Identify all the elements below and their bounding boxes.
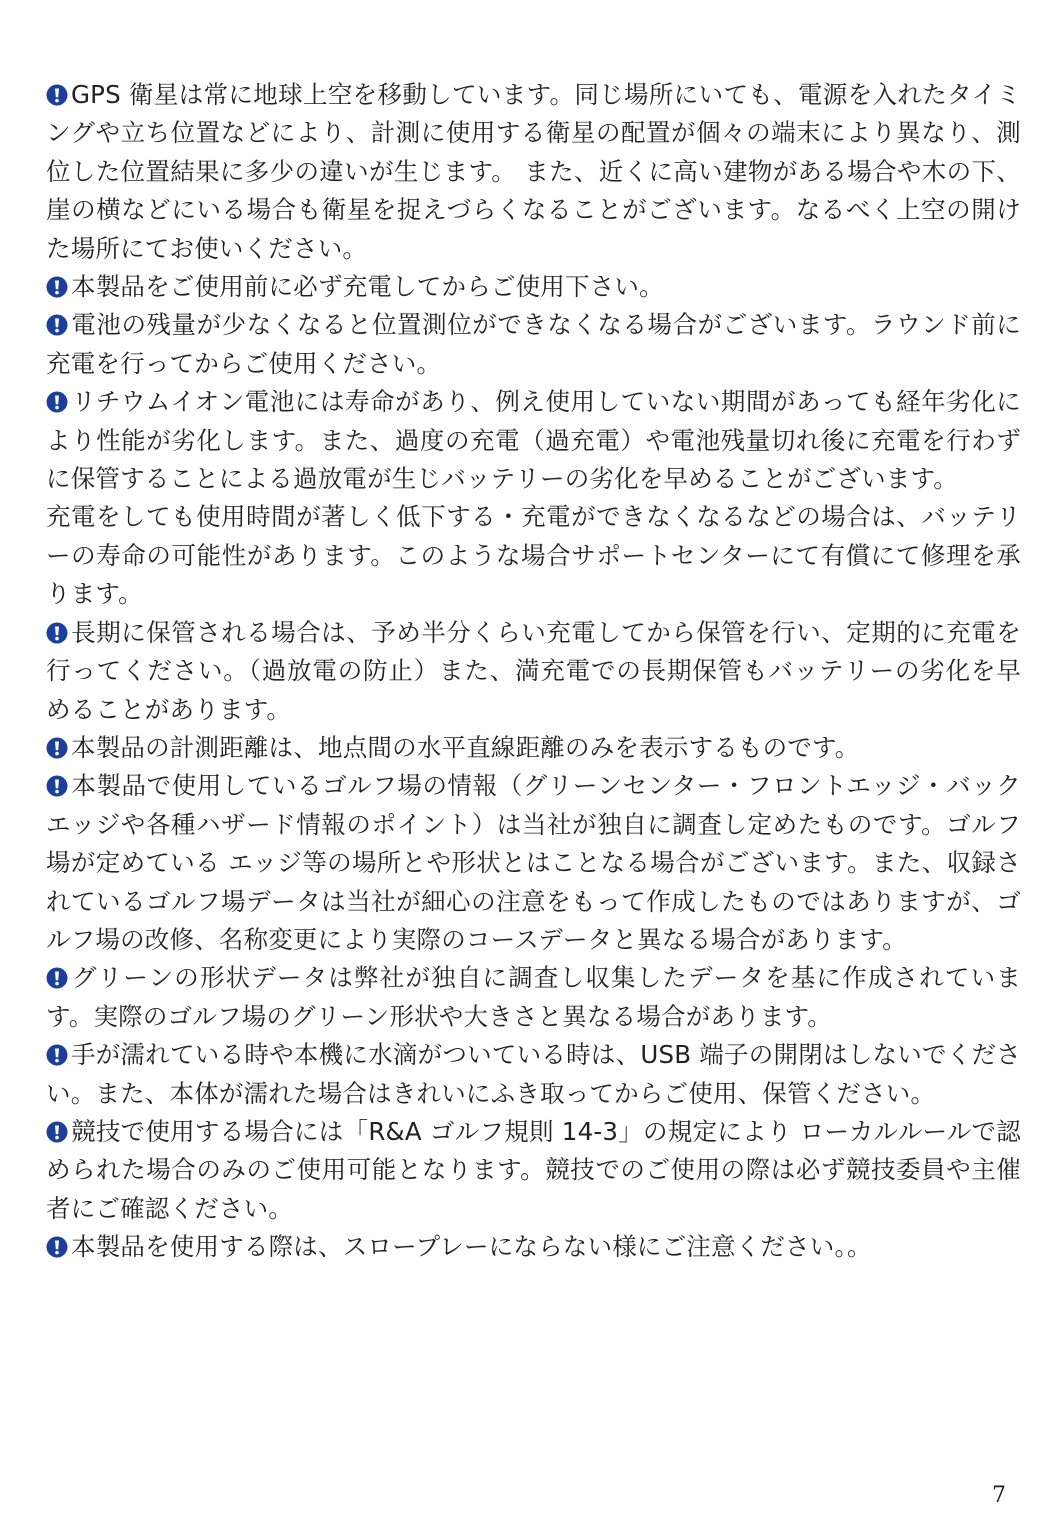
notice-list — [46, 76, 1021, 1267]
icon-exclamation-dot — [55, 99, 59, 103]
notice-item — [46, 1228, 1021, 1266]
notice-item-continuation — [46, 498, 1021, 613]
icon-exclamation-dot — [55, 291, 59, 295]
notice-text: 本製品を使用する際は、スロープレーにならない様にご注意ください。。 — [71, 1232, 872, 1262]
notice-text: 競技で使用する場合には「R&A ゴルフ規則 14-3」の規定により ローカルルールで認められた場合のみのご使用可能となります。競技でのご使用の際は必ず競技委員や主催者にご確認ください。 — [46, 1116, 1021, 1223]
notice-item — [46, 76, 1021, 268]
notice-item — [46, 767, 1021, 959]
notice-text: GPS 衛星は常に地球上空を移動しています。同じ場所にいても、電源を入れたタイミングや立ち位置などにより、計測に使用する衛星の配置が個々の端末により異なり、測位した位置結果に多少の違いが生じます。 また、近くに高い建物がある場合や木の下、崖の横などにいる場合も衛星を捉えづらくなることがございます。なるべく上空の開けた場所にてお使いください。 — [46, 80, 1021, 263]
exclamation-circle-icon-graphic — [46, 622, 68, 644]
exclamation-circle-icon — [46, 276, 68, 298]
icon-exclamation-dot — [55, 790, 59, 794]
icon-exclamation-dot — [55, 1251, 59, 1255]
notice-item — [46, 383, 1021, 498]
notice-item — [46, 729, 1021, 767]
exclamation-circle-icon — [46, 967, 68, 989]
notice-text: 手が濡れている時や本機に水滴がついている時は、USB 端子の開閉はしないでください。また、本体が濡れた場合はきれいにふき取ってからご使用、保管ください。 — [46, 1040, 1021, 1108]
notice-item — [46, 268, 1021, 306]
notice-text: 本製品で使用しているゴルフ場の情報（グリーンセンター・フロントエッジ・バックエッジや各種ハザード情報のポイント）は当社が独自に調査し定めたものです。ゴルフ場が定めている エッジ等の場所とや形状とはことなる場合がございます。また、収録されているゴルフ場データは当社が細心の注意をもって作成したものではありますが、ゴルフ場の改修、名称変更により実際のコースデータと異なる場合があります。 — [46, 771, 1021, 954]
icon-exclamation-dot — [55, 982, 59, 986]
exclamation-circle-icon — [46, 622, 68, 644]
exclamation-circle-icon-graphic — [46, 775, 68, 797]
notice-item — [46, 614, 1021, 729]
notice-item — [46, 959, 1021, 1036]
notice-text: 充電をしても使用時間が著しく低下する・充電ができなくなるなどの場合は、バッテリーの寿命の可能性があります。このような場合サポートセンターにて有償にて修理を承ります。 — [46, 502, 1021, 609]
icon-exclamation-dot — [55, 406, 59, 410]
icon-exclamation-dot — [55, 1059, 59, 1063]
exclamation-circle-icon — [46, 84, 68, 106]
notice-item — [46, 1113, 1021, 1228]
exclamation-circle-icon — [46, 391, 68, 413]
notice-text: 電池の残量が少なくなると位置測位ができなくなる場合がございます。ラウンド前に充電を行ってからご使用ください。 — [46, 310, 1021, 378]
exclamation-circle-icon-graphic — [46, 967, 68, 989]
page-number: 7 — [992, 1483, 1006, 1508]
notice-text: 本製品をご使用前に必ず充電してからご使用下さい。 — [71, 272, 664, 302]
notice-text: 長期に保管される場合は、予め半分くらい充電してから保管を行い、定期的に充電を行ってください。（過放電の防止）また、満充電での長期保管もバッテリーの劣化を早めることがあります。 — [46, 617, 1021, 724]
icon-exclamation-dot — [55, 329, 59, 333]
exclamation-circle-icon — [46, 1236, 68, 1258]
exclamation-circle-icon — [46, 1121, 68, 1143]
notice-text: リチウムイオン電池には寿命があり、例え使用していない期間があっても経年劣化により性能が劣化します。また、過度の充電（過充電）や電池残量切れ後に充電を行わずに保管することによる過放電が生じバッテリーの劣化を早めることがございます。 — [46, 387, 1021, 494]
icon-exclamation-dot — [55, 1136, 59, 1140]
notice-item — [46, 1036, 1021, 1113]
notice-text: 本製品の計測距離は、地点間の水平直線距離のみを表示するものです。 — [71, 732, 860, 762]
exclamation-circle-icon — [46, 1044, 68, 1066]
notice-text: グリーンの形状データは弊社が独自に調査し収集したデータを基に作成されています。実際のゴルフ場のグリーン形状や大きさと異なる場合があります。 — [46, 963, 1021, 1031]
exclamation-circle-icon-graphic — [46, 1044, 68, 1066]
icon-exclamation-dot — [55, 752, 59, 756]
exclamation-circle-icon-graphic — [46, 276, 68, 298]
exclamation-circle-icon-graphic — [46, 84, 68, 106]
exclamation-circle-icon-graphic — [46, 1236, 68, 1258]
exclamation-circle-icon-graphic — [46, 391, 68, 413]
exclamation-circle-icon — [46, 737, 68, 759]
notice-item — [46, 306, 1021, 383]
exclamation-circle-icon — [46, 314, 68, 336]
exclamation-circle-icon-graphic — [46, 737, 68, 759]
exclamation-circle-icon-graphic — [46, 1121, 68, 1143]
icon-exclamation-dot — [55, 636, 59, 640]
exclamation-circle-icon-graphic — [46, 314, 68, 336]
exclamation-circle-icon — [46, 775, 68, 797]
